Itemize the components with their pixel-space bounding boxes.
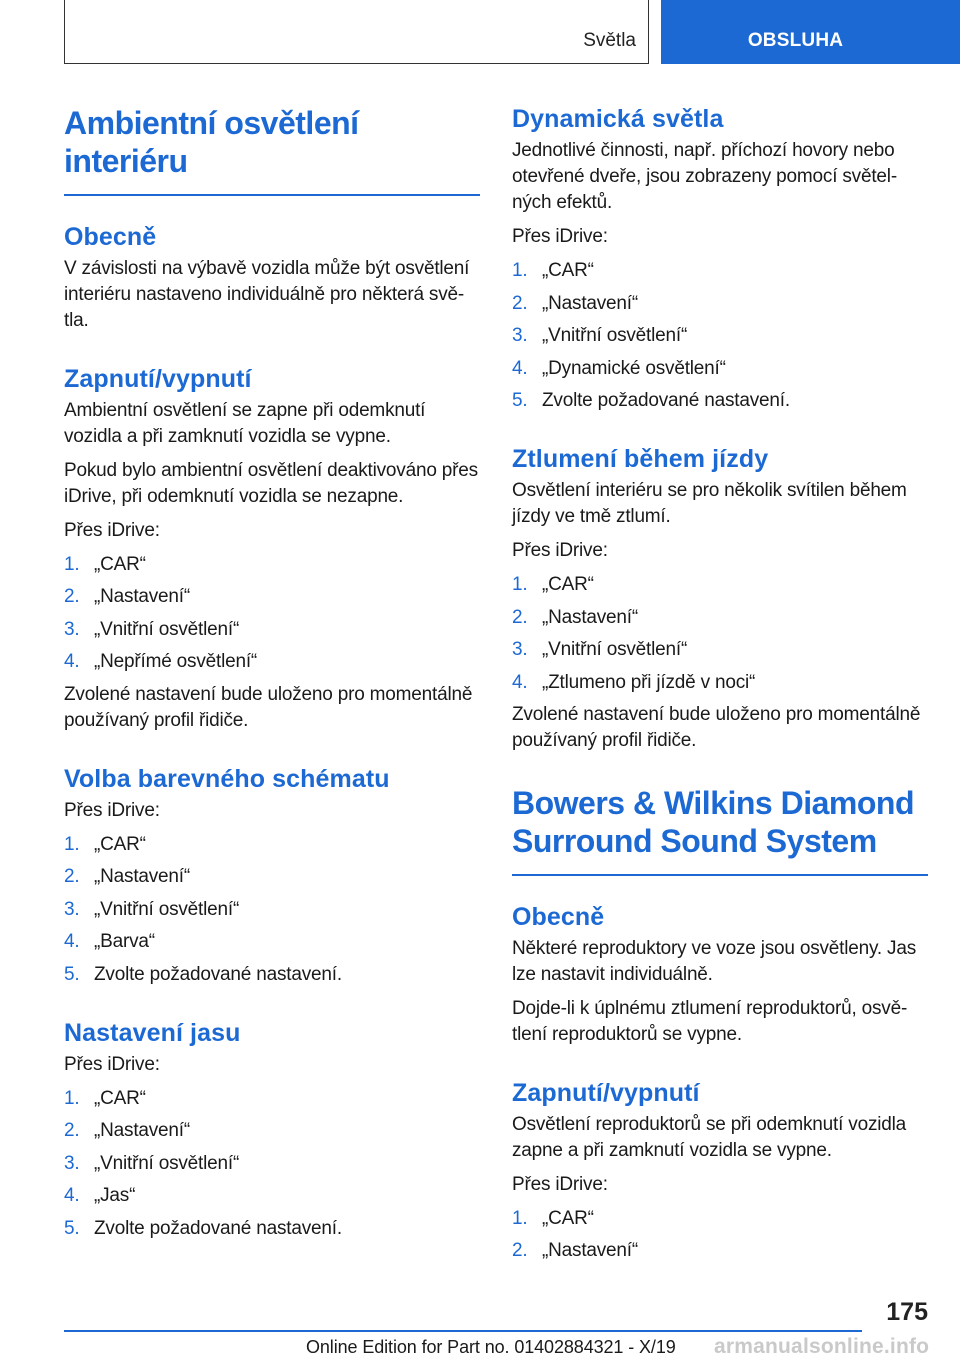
- list-item: 3. „Vnitřní osvětlení“: [64, 618, 240, 640]
- list-item: 3. „Vnitřní osvětlení“: [512, 325, 688, 346]
- heading-on-off: Zapnutí/vypnutí: [64, 364, 252, 393]
- heading-color-scheme: Volba barevného schématu: [64, 764, 390, 793]
- watermark: armanualsonline.info: [714, 1335, 930, 1358]
- header-section-title: Světla: [583, 30, 636, 51]
- paragraph-on-off-2: Pokud bylo ambientní osvětlení deaktivováno přes iDrive, při odemknutí vozidla se nezapne.: [64, 459, 478, 507]
- steps-dynamic: [512, 258, 928, 414]
- title-rule: [512, 874, 928, 876]
- list-item: 2. „Nastavení“: [512, 292, 639, 314]
- paragraph-dynamic: Jednotlivé činnosti, např. příchozí hovory nebo otevřené dveře, jsou zobrazeny pomocí světelných efektů.: [512, 140, 898, 213]
- steps-brightness: [64, 1086, 480, 1242]
- list-item: 2. „Nastavení“: [64, 866, 191, 887]
- title-rule: [64, 194, 480, 196]
- footer-rule: [64, 1330, 862, 1332]
- heading-dynamic-lights: Dynamická světla: [512, 105, 724, 133]
- heading-general: Obecně: [512, 902, 605, 931]
- list-item: 4. „Nepřímé osvětlení“: [64, 651, 258, 672]
- header-chapter-tab: OBSLUHA: [661, 0, 960, 64]
- via-idrive: Přes iDrive:: [512, 226, 608, 247]
- title-bowers-wilkins: Bowers & Wilkins Diamond Surround Sound System: [512, 785, 914, 859]
- via-idrive: Přes iDrive:: [512, 540, 608, 561]
- via-idrive: Přes iDrive:: [64, 1053, 160, 1075]
- list-item: 1. „CAR“: [512, 574, 594, 595]
- list-item: 4. „Jas“: [64, 1185, 136, 1206]
- heading-on-off: Zapnutí/vypnutí: [512, 1078, 700, 1107]
- steps-dimming: [512, 572, 928, 696]
- right-column: [512, 104, 928, 1271]
- list-item: 1. „CAR“: [512, 260, 594, 281]
- list-item: 1. „CAR“: [64, 1087, 146, 1109]
- list-item: 2. „Nastavení“: [512, 606, 639, 628]
- list-item: 5. Zvolte požadované nastavení.: [64, 963, 342, 985]
- list-item: 3. „Vnitřní osvětlení“: [64, 1152, 240, 1174]
- left-column: [64, 104, 480, 1248]
- list-item: 3. „Vnitřní osvětlení“: [512, 639, 688, 660]
- heading-general: Obecně: [64, 222, 157, 251]
- list-item: 2. „Nastavení“: [64, 586, 191, 607]
- list-item: 5. Zvolte požadované nastavení.: [512, 390, 790, 411]
- title-ambient-lighting: Ambientní osvětlení interiéru: [64, 105, 359, 179]
- heading-dimming: Ztlumení během jízdy: [512, 445, 769, 473]
- list-item: 2. „Nastavení“: [64, 1120, 191, 1141]
- list-item: 1. „CAR“: [512, 1207, 594, 1229]
- via-idrive: Přes iDrive:: [512, 1173, 608, 1195]
- list-item: 4. „Dynamické osvětlení“: [512, 357, 726, 379]
- list-item: 1. „CAR“: [64, 553, 146, 575]
- edition-note: Online Edition for Part no. 01402884321 - X/19: [306, 1337, 676, 1357]
- via-idrive: Přes iDrive:: [64, 799, 160, 821]
- page-number: 175: [886, 1298, 928, 1326]
- list-item: 1. „CAR“: [64, 833, 146, 855]
- steps-speakers: [512, 1206, 928, 1265]
- paragraph-speakers-2: Dojde-li k úplnému ztlumení reproduktorů, osvětlení reproduktorů se vypne.: [512, 997, 908, 1045]
- list-item: 4. „Barva“: [64, 931, 155, 952]
- list-item: 5. Zvolte požadované nastavení.: [64, 1217, 342, 1239]
- heading-brightness: Nastavení jasu: [64, 1018, 241, 1047]
- paragraph-profile-note: Zvolené nastavení bude uloženo pro momentálně používaný profil řidiče.: [512, 704, 921, 751]
- list-item: 4. „Ztlumeno při jízdě v noci“: [512, 671, 756, 693]
- steps-color: [64, 832, 480, 988]
- paragraph-dimming: Osvětlení interiéru se pro několik svítilen během jízdy ve tmě ztlumí.: [512, 480, 907, 527]
- paragraph-speakers-1: Některé reproduktory ve voze jsou osvětleny. Jas lze nastavit individuálně.: [512, 937, 917, 985]
- paragraph-on-off-1: Ambientní osvětlení se zapne při odemknutí vozidla a při zamknutí vozidla se vypne.: [64, 399, 426, 447]
- list-item: 2. „Nastavení“: [512, 1240, 639, 1261]
- list-item: 3. „Vnitřní osvětlení“: [64, 898, 240, 920]
- via-idrive: Přes iDrive:: [64, 519, 160, 541]
- paragraph-speakers-on-off: Osvětlení reproduktorů se při odemknutí vozidla zapne a při zamknutí vozidla se vypne.: [512, 1113, 907, 1161]
- header-section-box: [64, 0, 649, 64]
- steps-on-off: [64, 552, 480, 676]
- paragraph-general: V závislosti na výbavě vozidla může být osvětlení interiéru nastaveno individuálně pro některá světla.: [64, 257, 470, 331]
- paragraph-profile-note: Zvolené nastavení bude uloženo pro momentálně používaný profil řidiče.: [64, 683, 473, 731]
